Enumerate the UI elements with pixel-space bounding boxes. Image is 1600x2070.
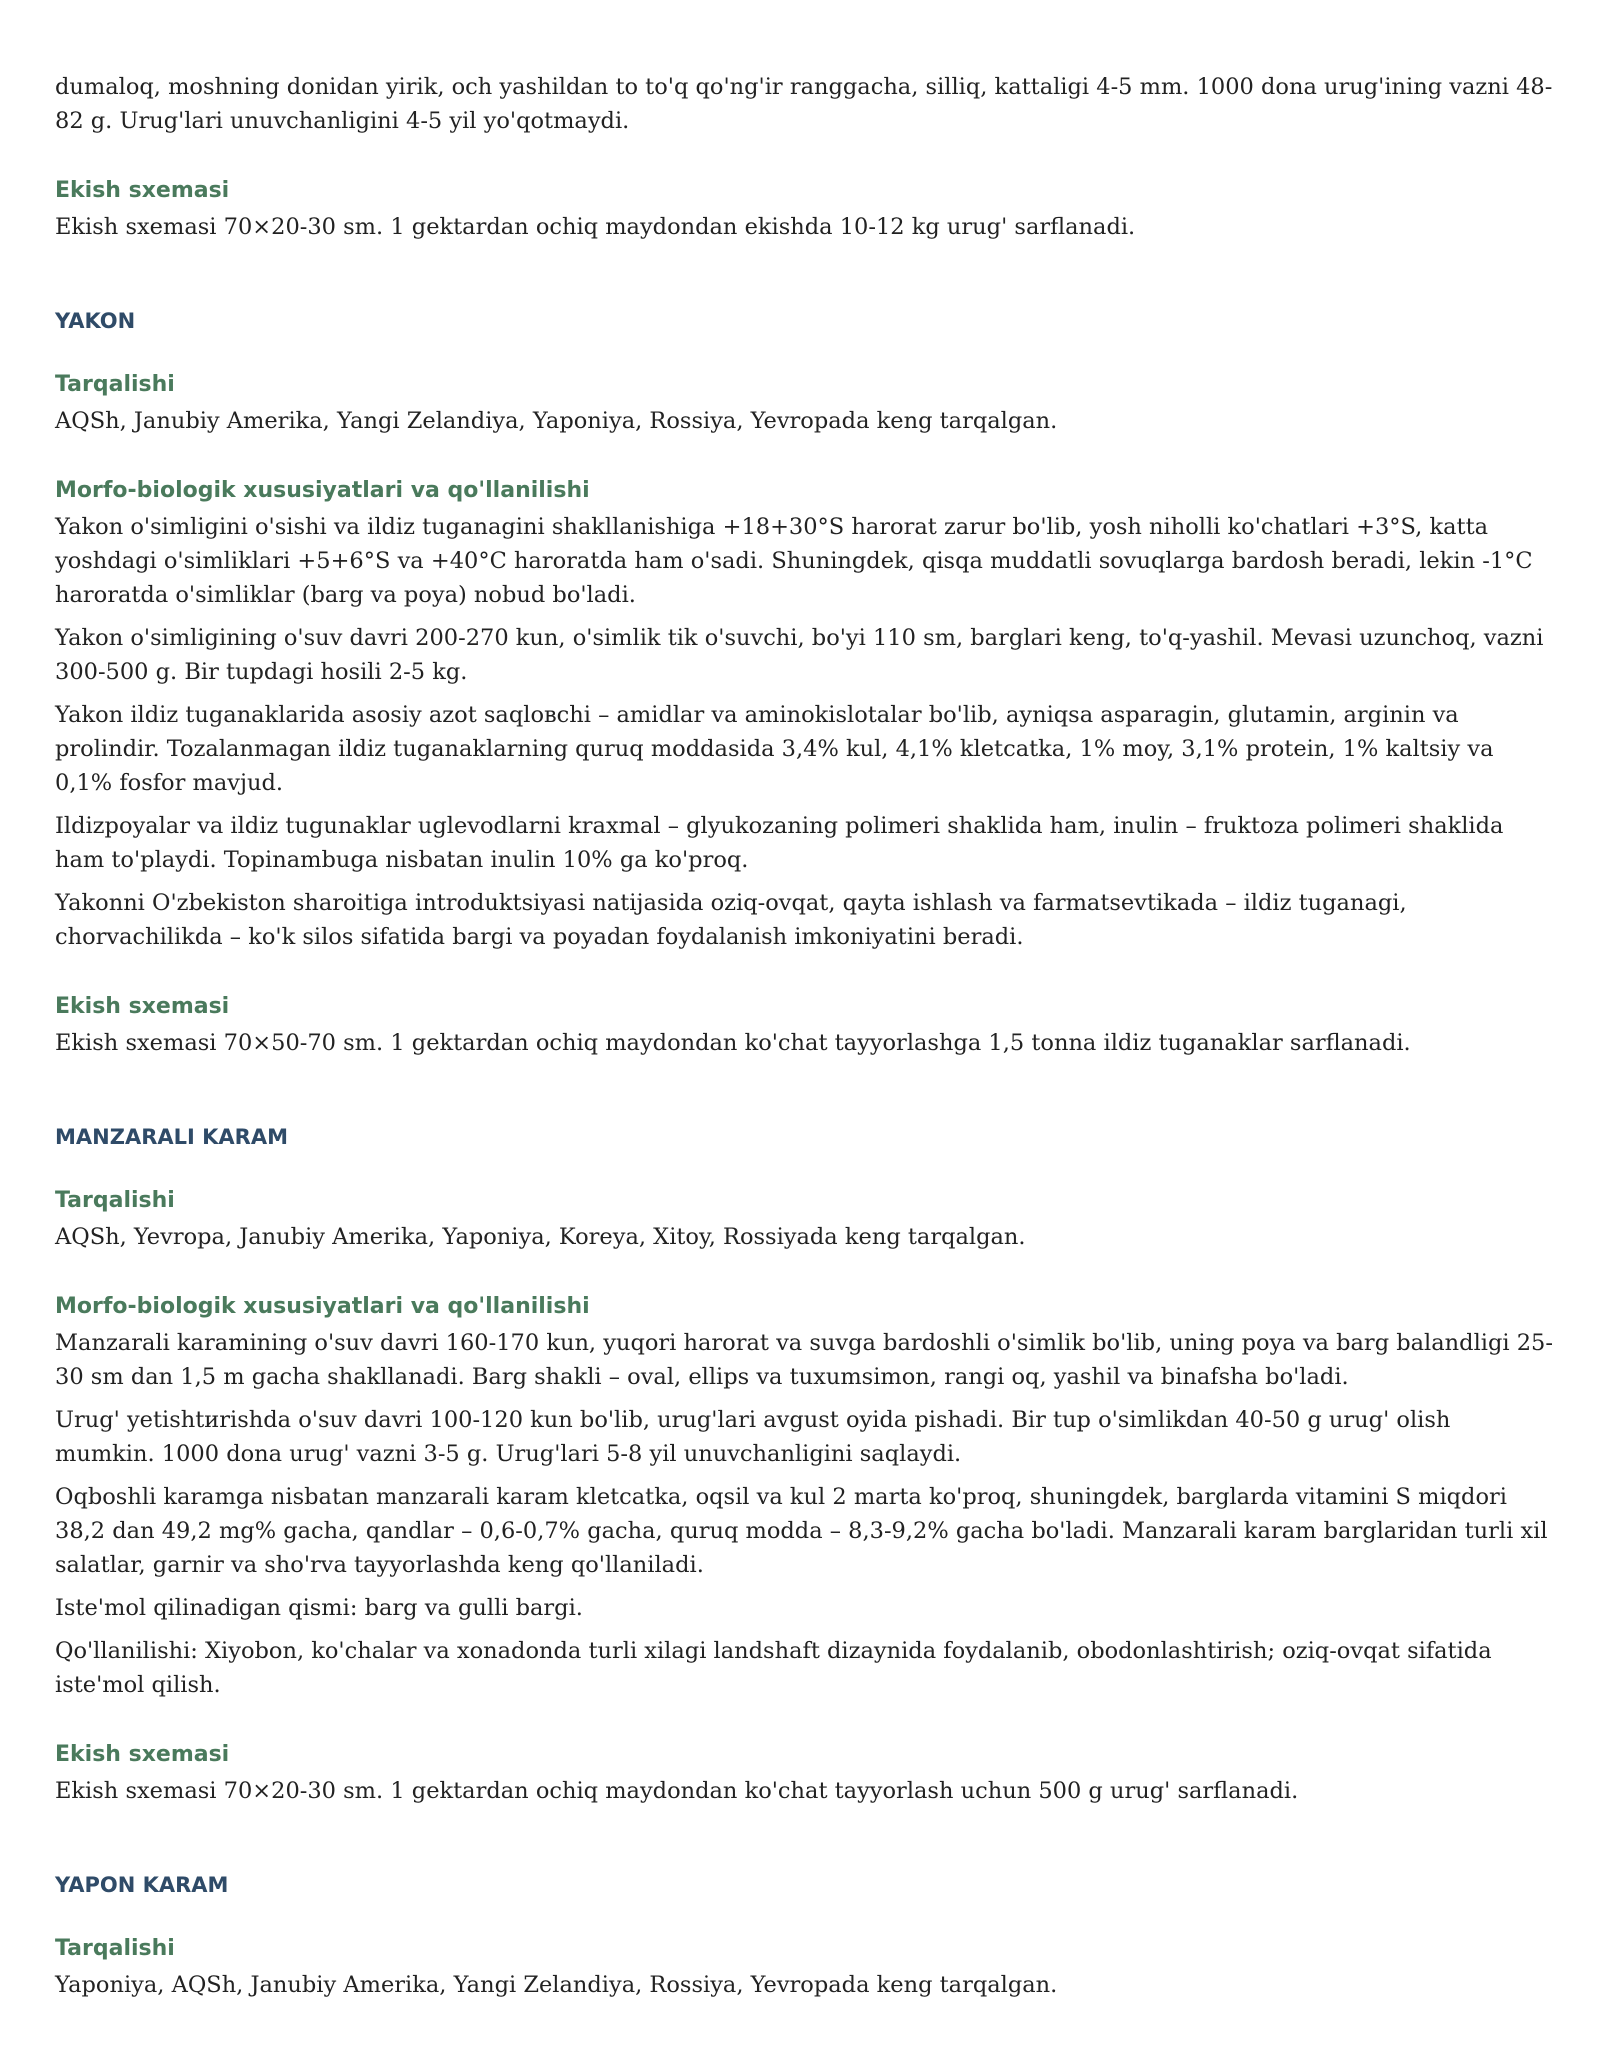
yakon-morfo-paragraph: Yakon ildiz tuganaklarida asosiy azot saqlовchi – amidlar va aminokislotalar bo'lib, ayniqsa asparagin, glutamin, arginin va prolindir. Tozalanmagan ildiz tuganaklarning quruq moddasida 3,4% kul, 4,1% kletcatka, 1% moy, 3,1% protein, 1% kaltsiy va 0,1% fosfor mavjud. (55, 702, 1494, 796)
manzarali-ekish-block (55, 1740, 1555, 1808)
yakon-morfo-paragraph: Yakon o'simligining o'suv davri 200-270 kun, o'simlik tik o'suvchi, bo'yi 110 sm, barglari keng, to'q-yashil. Mevasi uzunchoq, vazni 300-500 g. Bir tupdagi hosili 2-5 kg. (55, 625, 1544, 685)
yakon-tarqalishi-block (55, 370, 1555, 438)
yapon-tarqalishi-text: Yaponiya, AQSh, Janubiy Amerika, Yangi Zelandiya, Rossiya, Yevropada keng tarqalgan. (55, 1972, 1058, 1998)
intro-ekish-heading: Ekish sxemasi (55, 178, 230, 203)
yakon-morfo-heading: Morfo-biologik xususiyatlari va qo'llanilishi (55, 478, 590, 503)
yakon-ekish-heading: Ekish sxemasi (55, 994, 230, 1019)
yakon-ekish-text: Ekish sxemasi 70×50-70 sm. 1 gektardan ochiq maydondan ko'chat tayyorlashga 1,5 tonna ildiz tuganaklar sarflanadi. (55, 1030, 1411, 1056)
manzarali-morfo-paragraph: Oqboshli karamga nisbatan manzarali karam kletcatka, oqsil va kul 2 marta ko'proq, shuningdek, barglarda vitamini S miqdori 38,2 dan 49,2 mg% gacha, qandlar – 0,6-0,7% gacha, quruq modda – 8,3-9,2% gacha bo'ladi. Manzarali karam barglaridan turli xil salatlar, garnir va sho'rva tayyorlashda keng qo'llaniladi. (55, 1484, 1548, 1578)
manzarali-tarqalishi-heading: Tarqalishi (55, 1188, 175, 1213)
document-page (55, 70, 1555, 2064)
yapon-title: YAPON KARAM (55, 1873, 229, 1897)
intro-section (55, 70, 1555, 244)
yakon-title: YAKON (55, 309, 136, 333)
manzarali-morfo-block (55, 1292, 1555, 1702)
yakon-morfo-block (55, 476, 1555, 954)
manzarali-morfo-paragraph: Manzarali karamining o'suv davri 160-170 kun, yuqori harorat va suvga bardoshli o'simlik bo'lib, uning poya va barg balandligi 25-30 sm dan 1,5 m gacha shakllanadi. Barg shakli – oval, ellips va tuxumsimon, rangi oq, yashil va binafsha bo'ladi. (55, 1330, 1553, 1390)
intro-ekish-text: Ekish sxemasi 70×20-30 sm. 1 gektardan ochiq maydondan ekishda 10-12 kg urug' sarflanadi. (55, 214, 1136, 240)
manzarali-tarqalishi-block (55, 1186, 1555, 1254)
yapon-tarqalishi-heading: Tarqalishi (55, 1936, 175, 1961)
yakon-tarqalishi-heading: Tarqalishi (55, 372, 175, 397)
manzarali-morfo-paragraph: Qo'llanilishi: Xiyobon, ko'chalar va xonadonda turli xilagi landshaft dizaynida foydalanib, obodonlashtirish; oziq-ovqat sifatida iste'mol qilish. (55, 1638, 1492, 1698)
yakon-morfo-paragraph: Ildizpoyalar va ildiz tugunaklar uglevodlarni kraxmal – glyukozaning polimeri shaklida ham, inulin – fruktoza polimeri shaklida ham to'playdi. Topinambuga nisbatan inulin 10% ga ko'proq. (55, 813, 1504, 873)
yakon-morfo-paragraph: Yakonni O'zbekiston sharoitiga introduktsiyasi natijasida oziq-ovqat, qayta ishlash va farmatsevtikada – ildiz tuganagi, chorvachilikda – ko'k silos sifatida bargi va poyadan foydalanish imkoniyatini beradi. (55, 890, 1407, 950)
manzarali-ekish-heading: Ekish sxemasi (55, 1742, 230, 1767)
yakon-section (55, 306, 1555, 1060)
yakon-ekish-block (55, 992, 1555, 1060)
manzarali-morfo-paragraph: Iste'mol qilinadigan qismi: barg va gulli bargi. (55, 1595, 583, 1621)
yapon-section (55, 1870, 1555, 2002)
manzarali-tarqalishi-text: AQSh, Yevropa, Janubiy Amerika, Yaponiya, Koreya, Xitoy, Rossiyada keng tarqalgan. (55, 1224, 1026, 1250)
manzarali-ekish-text: Ekish sxemasi 70×20-30 sm. 1 gektardan ochiq maydondan ko'chat tayyorlash uchun 500 g urug' sarflanadi. (55, 1778, 1299, 1804)
manzarali-morfo-heading: Morfo-biologik xususiyatlari va qo'llanilishi (55, 1294, 590, 1319)
intro-paragraph: dumaloq, moshning donidan yirik, och yashildan to to'q qo'ng'ir ranggacha, silliq, kattaligi 4-5 mm. 1000 dona urug'ining vazni 48-82 g. Urug'lari unuvchanligini 4-5 yil yo'qotmaydi. (55, 74, 1553, 134)
intro-description (55, 70, 1555, 138)
manzarali-morfo-paragraph: Urug' yetishtиrishda o'suv davri 100-120 kun bo'lib, urug'lari avgust oyida pishadi. Bir tup o'simlikdan 40-50 g urug' olish mumkin. 1000 dona urug' vazni 3-5 g. Urug'lari 5-8 yil unuvchanligini saqlaydi. (55, 1407, 1451, 1467)
manzarali-section (55, 1122, 1555, 1808)
manzarali-title: MANZARALI KARAM (55, 1125, 288, 1149)
intro-ekish-block (55, 176, 1555, 244)
yakon-morfo-paragraph: Yakon o'simligini o'sishi va ildiz tuganagini shakllanishiga +18+30°S harorat zarur bo'lib, yosh niholli ko'chatlari +3°S, katta yoshdagi o'simliklari +5+6°S va +40°C haroratda ham o'sadi. Shuningdek, qisqa muddatli sovuqlarga bardosh beradi, lekin -1°C haroratda o'simliklar (barg va poya) nobud bo'ladi. (55, 514, 1533, 608)
yakon-tarqalishi-text: AQSh, Janubiy Amerika, Yangi Zelandiya, Yaponiya, Rossiya, Yevropada keng tarqalgan. (55, 408, 1058, 434)
yapon-tarqalishi-block (55, 1934, 1555, 2002)
